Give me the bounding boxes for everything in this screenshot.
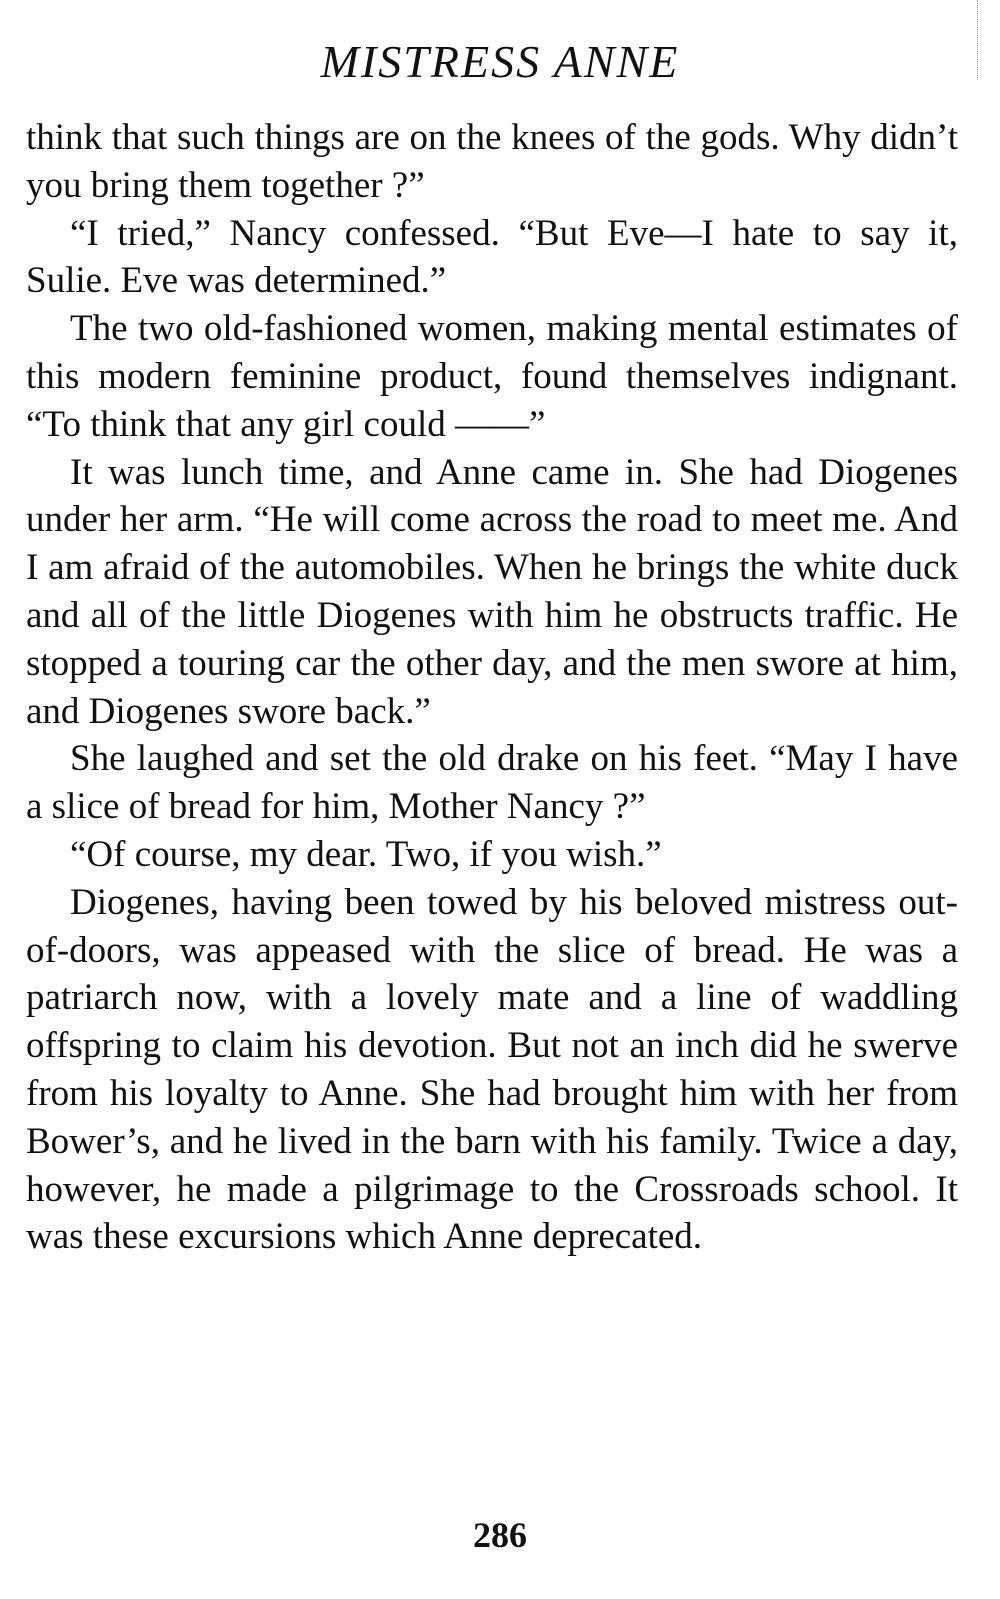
paragraph-continuation: think that such things are on the knees of the gods. Why didn’t you bring them together ?” [26, 117, 958, 206]
running-head: MISTRESS ANNE [320, 36, 680, 87]
paragraph: The two old-fashioned women, making mental estimates of this modern feminine product, found themselves indignant. “To think that any girl could ——” [26, 308, 958, 445]
paragraph: “I tried,” Nancy confessed. “But Eve—I hate to say it, Sulie. Eve was determined.” [26, 212, 958, 302]
paragraph: Diogenes, having been towed by his beloved mistress out-of-doors, was appeased with the slice of bread. He was a patriarch now, with a lovely mate and a line of waddling offspring to claim his devotion. But not an inch did he swerve from his loyalty to Anne. She had brought him with her from Bower’s, and he lived in the barn with his family. Twice a day, however, he made a pilgrimage to the Crossroads school. It was these excursions which Anne deprecated. [26, 881, 958, 1258]
paragraph: It was lunch time, and Anne came in. She had Diogenes under her arm. “He will come across the road to meet me. And I am afraid of the automobiles. When he brings the white duck and all of the little Diogenes with him he obstructs traffic. He stopped a touring car the other day, and the men swore at him, and Diogenes swore back.” [26, 451, 958, 732]
body-text [26, 114, 958, 1261]
paragraph: She laughed and set the old drake on his feet. “May I have a slice of bread for him, Mother Nancy ?” [26, 738, 958, 828]
page-number: 286 [473, 1515, 527, 1555]
paragraph: “Of course, my dear. Two, if you wish.” [70, 833, 662, 875]
